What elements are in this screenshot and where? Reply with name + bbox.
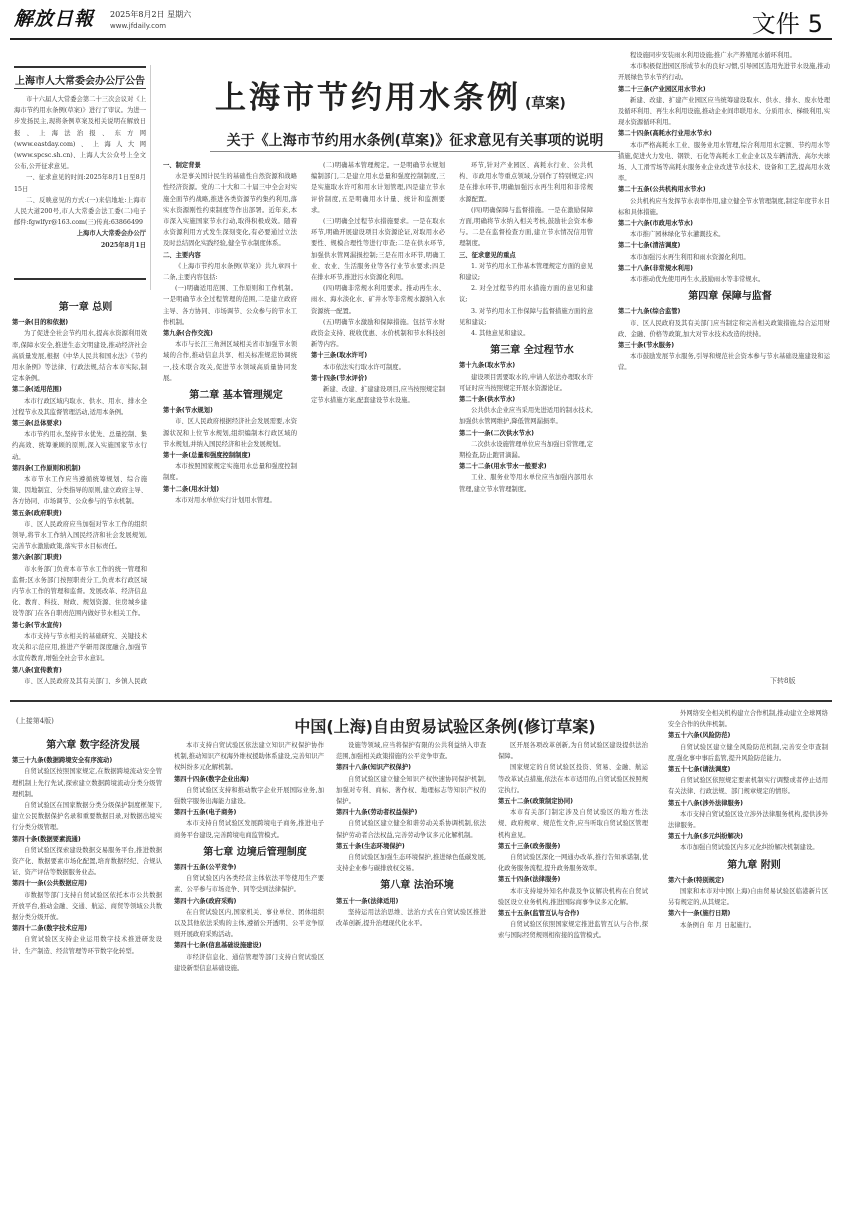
article-heading: 第二十四条(高耗水行业用水节水) (618, 130, 712, 138)
article-heading: 第六十一条(施行日期) (668, 910, 731, 918)
article-paragraph: 市经济信息化、通信管理等部门支持自贸试验区建设新型信息基础设施。 (174, 953, 324, 972)
article-paragraph: 市、区人民政府及其有关部门、乡镇人民政 (24, 677, 147, 685)
column-2 (163, 160, 297, 688)
column-1 (12, 296, 147, 688)
article-heading: 第十九条(取水节水) (459, 362, 516, 370)
article-heading: 第四十二条(数字技术应用) (12, 925, 88, 933)
pilot-column-1 (12, 734, 162, 1222)
article-paragraph: 3. 对节约用水工作保障与监督措施方面的意见和建议; (459, 307, 593, 326)
article-heading: 第二十条(供水节水) (459, 396, 516, 404)
explanation-title-rule (210, 151, 620, 152)
article-paragraph: 自贸试验区内各类经营主体依法平等使用生产要素、公平参与市场竞争、同等受到法律保护。 (174, 875, 324, 894)
article-paragraph: 市、区人民政府及其有关部门应当制定和完善相关政策措施,综合运用财政、金融、价格等政策,加大对节水技术改造的扶持。 (618, 319, 830, 338)
pilot-column-5 (668, 708, 828, 1222)
article-paragraph: 4. 其他意见和建议。 (471, 330, 530, 338)
column-3 (311, 160, 445, 688)
pilot-column-3 (336, 740, 486, 1222)
article-paragraph: 本市依法实行取水许可制度。 (323, 363, 405, 371)
notice-title-rule (14, 88, 146, 89)
article-heading: 第十一条(总量和强度控制制度) (163, 452, 251, 460)
article-heading: 第四十四条(数字企业出海) (174, 775, 250, 783)
notice-date: 2025年8月1日 (100, 241, 146, 249)
article-paragraph: 公共机构应当发挥节水表率作用,建立健全节水管理制度,制定年度节水目标和具体措施。 (618, 197, 830, 216)
pilot-regulation-title: 中国(上海)自由贸易试验区条例(修订草案) (294, 717, 596, 736)
article-paragraph: 本市鼓励发展节水服务,引导和规范社会资本参与节水基础设施建设和运营。 (618, 353, 830, 372)
article-paragraph: 新建、改建、扩建建设项目,应当按照规定制定节水措施方案,配套建设节水设施。 (311, 386, 445, 405)
article-paragraph: 本条例自 年 月 日起施行。 (680, 921, 756, 929)
article-heading: 第五十六条(风险防范) (668, 732, 731, 740)
article-paragraph: 本市加强自贸试验区内多元化纠纷解决机制建设。 (680, 844, 819, 852)
article-paragraph: 环节,针对产业园区、高耗水行业、公共机构、市政用水等重点领域,分别作了特别规定;四是在排水环节,明确加强污水再生利用和非常规水源配置。 (459, 162, 593, 203)
article-paragraph: 自贸试验区依照国家规定推进监管互认与合作,探索与国际经贸规则相衔接的监管模式。 (498, 921, 648, 940)
article-heading: 第二十一条(二次供水节水) (459, 429, 535, 437)
article-heading: 第三十条(节水服务) (618, 342, 675, 350)
article-paragraph: 建设项目需要取水的,申请人依法办理取水许可证时应当按照规定开展水资源论证。 (459, 373, 593, 392)
article-paragraph: (四)明确非常规水利用要求。推动再生水、雨水、海水淡化水、矿井水等非常规水源纳入水资源统一配置。 (311, 285, 445, 315)
article-heading: 第十二条(用水计划) (163, 485, 220, 493)
notice-top-rule (14, 66, 146, 68)
article-heading: 第四十条(数据要素流通) (12, 835, 81, 843)
article-paragraph: 1. 对节约用水工作基本管理规定方面的意见和建议; (459, 262, 593, 282)
article-heading: 第三十九条(数据跨境安全有序流动) (12, 757, 113, 765)
article-paragraph: 市水务部门负责本市节水工作的统一管理和监督;区水务部门按照职责分工,负责本行政区域内节水工作的管理和监督。发展改革、经济信息化、教育、科技、财政、规划资源、住房城乡建设等部门在各自职责范围内做好节水相关工作。 (12, 565, 147, 618)
notice-paragraph: 一、征求意见的时间:2025年8月1日至8月15日 (14, 174, 146, 193)
article-heading: 第六十条(特别规定) (668, 876, 725, 884)
article-paragraph: 本市支持境外知名仲裁及争议解决机构在自贸试验区设立业务机构,推进国际商事争议多元化解。 (498, 887, 648, 906)
article-paragraph: 水是事关国计民生的基础性自然资源和战略性经济资源。党的二十大和二十届三中全会对实施全面节约战略,推进各类资源节约集约利用,落实水资源刚性约束制度等作出部署。近年来,本市深入实施国家节水行动,取得积极成效。随着水资源利用方式发生深刻变化,有必要通过立法及时总结固化实践经验,健全节水制度体系。 (163, 173, 297, 248)
article-paragraph: 市、区人民政府应当加强对节水工作的组织领导,将节水工作纳入国民经济和社会发展规划,完善节水激励政策,落实节水目标责任。 (12, 520, 147, 551)
article-heading: 第二十六条(市政用水节水) (618, 220, 694, 228)
article-paragraph: 设施等领域,应当将保护有限的公共利益纳入审查范围,加强相关政策措施的公平竞争审查。 (336, 742, 486, 761)
chapter-heading: 第三章 全过程节水 (490, 345, 574, 357)
article-paragraph: 自贸试验区建立健全和谐劳动关系协调机制,依法保护劳动者合法权益,完善劳动争议多元化解机制。 (336, 820, 486, 839)
article-paragraph: 工业、服务业等用水单位应当加强内部用水管理,建立节水管理制度。 (459, 474, 593, 493)
article-heading: 第二十三条(产业园区用水节水) (618, 85, 706, 93)
article-paragraph: (一)明确适用范围、工作原则和工作机制。一是明确节水全过程管理的范围,二是建立政府主导、各方协同、市场调节、公众参与的节水工作机制。 (163, 285, 297, 326)
article-paragraph: (三)明确全过程节水措施要求。一是在取水环节,明确开展建设项目水资源论证,对取用水必要性、规模合理性等进行审查;二是在供水环节,加强供水管网漏损控制;三是在用水环节,明确工业、农业、生活服务业等各行业节水要求;四是在排水环节,推进污水资源化利用。 (311, 218, 445, 282)
column-4 (459, 160, 593, 688)
article-heading: 第五条(政府职责) (12, 509, 62, 517)
article-heading: 第六条(部门职责) (12, 554, 62, 562)
notice-signature: 上海市人大常委会办公厅 (76, 230, 146, 238)
article-heading: 第五十五条(监管互认与合作) (498, 910, 580, 918)
article-heading: 三、征求意见的重点 (459, 251, 516, 259)
article-paragraph: 自贸试验区支持企业运用数字技术推进研发设计、生产制造、经营管理等环节数字化转型。 (12, 936, 162, 955)
article-paragraph: 自贸试验区支持和推动数字企业开展国际业务,加强数字服务出海能力建设。 (174, 786, 324, 806)
section-name: 文件 (751, 10, 800, 38)
chapter-heading: 第六章 数字经济发展 (46, 740, 140, 751)
article-paragraph: 本市支持自贸试验区设立涉外法律服务机构,提供涉外法律服务。 (668, 810, 828, 830)
article-heading: 第四十九条(劳动者权益保护) (336, 809, 418, 817)
article-heading: 第一条(目的和依据) (12, 319, 69, 327)
article-paragraph: 本市与长江三角洲区域相关省市加强节水领域的合作,推动信息共享、相关标准规范协调统一,技术联合攻关,促进节水领域高质量协同发展。 (163, 341, 297, 382)
article-heading: 一、制定背景 (163, 162, 201, 169)
issue-date: 2025年8月2日 星期六 (110, 10, 192, 19)
article-paragraph: 区开展各项改革创新,为自贸试验区建设提供法治保障。 (498, 742, 648, 761)
notice-body (14, 94, 146, 274)
article-heading: 第二条(适用范围) (12, 386, 62, 394)
chapter-heading: 第八章 法治环境 (380, 880, 454, 892)
article-paragraph: 为了促进全社会节约用水,提高水资源利用效率,保障水安全,推进生态文明建设,推动经济社会高质量发展,根据《中华人民共和国水法》《节约用水条例》等法律、行政法规,结合本市实际,制定本条例。 (12, 330, 147, 383)
law-title-suffix: (草案) (525, 96, 566, 112)
article-paragraph: 在自贸试验区内,国家机关、事业单位、团体组织以及其他依法采购的主体,遵循公开透明、公平竞争原则开展政府采购活动。 (174, 908, 324, 939)
column-5 (618, 50, 830, 688)
continued-from-note: (上接第4版) (16, 717, 54, 725)
article-heading: 第五十七条(请法调度) (668, 766, 731, 774)
notice-bottom-rule (14, 278, 146, 280)
article-paragraph: 本市支持自贸试验区发展跨境电子商务,推进电子商务平台建设,完善跨境电商监管模式。 (174, 820, 324, 839)
article-paragraph: 本市推动优先使用再生水,鼓励雨水等非常规水。 (630, 276, 765, 284)
article-paragraph: (四)明确保障与监督措施。一是在激励保障方面,明确将节水纳入相关考核,鼓励社会资本参与。二是在监督检查方面,建立节水情况信用管理制度。 (459, 206, 593, 248)
article-heading: 第四十六条(政府采购) (174, 897, 237, 905)
article-paragraph: 自贸试验区探索建设数据交易服务平台,推进数据资产化、数据要素市场化配置,培育数据经纪、合规认证、资产评估等数据服务业态。 (12, 846, 162, 877)
article-heading: 第二十九条(综合监管) (618, 308, 681, 316)
article-paragraph: 本市按照国家规定实施用水总量和强度控制制度。 (163, 463, 297, 482)
article-paragraph: 本市节约用水,坚持节水优先、总量控制、集约高效、统筹兼顾的原则,深入实施国家节水行动。 (12, 431, 147, 461)
pilot-column-2 (174, 740, 324, 1222)
pilot-column-4 (498, 740, 648, 1222)
article-heading: 第四十五条(公平竞争) (174, 864, 237, 872)
article-paragraph: 自贸试验区按照国家规定,在数据跨境流动安全管理机制上先行先试,探索建立数据跨境流动分类分级管理机制。 (12, 768, 162, 798)
article-paragraph: 本市加强污水再生利用和雨水资源化利用。 (630, 253, 750, 261)
article-heading: 二、主要内容 (163, 251, 201, 259)
masthead (0, 0, 841, 40)
chapter-heading: 第一章 总则 (58, 302, 113, 313)
article-paragraph: 国家和本市对中国(上海)自由贸易试验区临港新片区另有规定的,从其规定。 (668, 888, 828, 907)
article-paragraph: 市数据等部门支持自贸试验区依托本市公共数据开放平台,推动金融、交通、航运、商贸等领域公共数据分类分级开放。 (12, 891, 162, 922)
article-paragraph: 2. 对全过程节约用水措施方面的意见和建议; (459, 285, 593, 304)
article-heading: 第五十条(生态环境保护) (336, 842, 405, 850)
article-heading: 第二十八条(非常规水利用) (618, 264, 694, 272)
article-paragraph: 本市节水工作应当遵循统筹规划、综合施策、因地制宜、分类指导的原则,建立政府主导、各方协同、市场调节、公众参与的节水机制。 (12, 476, 147, 506)
page-number: 5 (807, 10, 823, 38)
notice-title: 上海市人大常委会办公厅公告 (15, 76, 145, 87)
article-paragraph: 自贸试验区深化一网通办改革,推行告知承诺制,优化政务服务流程,提升政务服务效率。 (498, 854, 648, 873)
article-paragraph: (五)明确节水激励和保障措施。包括节水财政资金支持、税收优惠、水价机制和节水科技创新等内容。 (311, 318, 445, 349)
article-heading: 第二十七条(清洁调度) (618, 242, 681, 250)
article-paragraph: 本市支持自贸试验区依法建立知识产权保护协作机制,推动知识产权海外维权援助体系建设,完善知识产权纠纷多元化解机制。 (174, 742, 324, 772)
article-heading: 第八条(宣传教育) (12, 666, 62, 674)
article-heading: 第五十九条(多元纠纷解决) (668, 833, 744, 841)
article-paragraph: 国家规定的自贸试验区投资、贸易、金融、航运等改革试点措施,依法在本市适用的,自贸试验区按照规定执行。 (498, 764, 648, 794)
article-paragraph: (二)明确基本管理规定。一是明确节水规划编制部门,二是建立用水总量和强度控制制度,三是实施取水许可和用水计划管理,四是建立节水评价制度,五是明确用水计量、统计和监测要求。 (311, 162, 445, 214)
law-title-main: 上海市节约用水条例 (215, 80, 521, 116)
article-paragraph: 程设施同步安装雨水利用设施;推广水产养殖尾水循环利用。 (630, 52, 796, 59)
article-heading: 第五十八条(涉外法律服务) (668, 799, 744, 807)
article-paragraph: 自贸试验区在国家数据分类分级保护制度框架下,建立公民数据保护名录和重要数据目录,对数据出境实行分类分级管理。 (12, 802, 162, 832)
notice-paragraph: 市十六届人大常委会第二十三次会议对《上海市节约用水条例(草案)》进行了审议。为进一步发扬民主,现将条例草案及相关说明在解放日报、上海法治报、东方网(www.eastday.com)、上海人大网(www.spcsc.sh.cn)、上海人大公众号上全文公布,公开征求意见。 (14, 96, 146, 171)
article-paragraph: 市、区人民政府根据经济社会发展需要,水资源状况和上位节水规划,组织编制本行政区域的节水规划,并纳入国民经济和社会发展规划。 (163, 418, 297, 448)
article-paragraph: 坚持运用法治思维、法治方式在自贸试验区推进改革创新,提升治理现代化水平。 (336, 908, 486, 928)
law-title (215, 72, 615, 117)
article-paragraph: 自贸试验区建立健全知识产权快速协同保护机制,加强对专利、商标、著作权、地理标志等知识产权的保护。 (336, 775, 486, 806)
article-paragraph: 本市行政区域内取水、供水、用水、排水全过程节水及其监督管理活动,适用本条例。 (12, 397, 147, 416)
article-heading: 第十条(节水规划) (163, 407, 213, 415)
article-paragraph: 本市推广园林绿化节水灌溉技术。 (630, 231, 725, 239)
article-heading: 第五十四条(法律服务) (498, 876, 561, 884)
article-heading: 第四条(工作原则和机制) (12, 464, 81, 472)
section-divider (10, 700, 832, 702)
article-paragraph: 自贸试验区建立健全风险防范机制,完善安全审查制度,强化事中事后监管,提升风险防范能力。 (668, 743, 828, 762)
explanation-title: 关于《上海市节约用水条例(草案)》征求意见有关事项的说明 (226, 133, 604, 149)
article-paragraph: 自贸试验区加强生态环境保护,推进绿色低碳发展,支持企业参与碳排放权交易。 (336, 854, 486, 873)
article-paragraph: 二次供水设施管理单位应当加强日常管理,定期检查,防止跑冒滴漏。 (459, 440, 593, 460)
article-heading: 第五十二条(政策制定协同) (498, 798, 574, 806)
chapter-heading: 第四章 保障与监督 (688, 291, 772, 303)
article-paragraph: 新建、改建、扩建产业园区应当统筹建设取水、供水、排水、废水处理及循环利用、再生水利用设施,推动企业间串联用水、分质用水、梯级利用,实现水资源循环利用。 (618, 96, 830, 127)
article-heading: 第四十七条(信息基础设施建设) (174, 942, 262, 950)
continued-note: 下转8版 (770, 677, 796, 685)
article-heading: 第十三条(取水许可) (311, 352, 368, 360)
article-paragraph: 本市严格高耗水工业、服务业用水管理,综合利用用水定额、节约用水等措施,促进火力发电、钢铁、石化等高耗水工业企业以及车辆清洗、高尔夫球场、人工滑雪场等高耗水服务业企业改进节水技术、设备和工艺,提高用水效率。 (618, 141, 830, 183)
article-heading: 第七条(节水宣传) (12, 621, 62, 629)
notice-paragraph: 二、反映意见的方式:(一)来信地址:上海市人民大道200号,市人大常委会法工委(二)电子邮件:fgwlfyr@163.com(三)传真:63866499 (14, 196, 146, 227)
chapter-heading: 第九章 附则 (727, 859, 781, 871)
newspaper-logo: 解放日報 (14, 8, 95, 30)
article-paragraph: 外网络安全相关机构建立合作机制,推动建立全球网络安全合作的伙伴机制。 (668, 710, 828, 729)
article-heading: 第四十五条(电子商务) (174, 809, 237, 817)
article-heading: 第三条(总体要求) (12, 420, 62, 428)
chapter-heading: 第二章 基本管理规定 (189, 390, 283, 402)
article-heading: 第四十一条(公共数据应用) (12, 880, 88, 888)
section-label (752, 4, 823, 39)
article-heading: 第二十二条(用水节水一般要求) (459, 463, 547, 471)
article-heading: 第五十一条(法律适用) (336, 897, 399, 905)
masthead-divider (10, 38, 832, 40)
website-link[interactable]: www.jfdaily.com (110, 22, 167, 30)
article-heading: 第九条(合作交流) (163, 330, 213, 338)
article-heading: 第四十八条(知识产权保护) (336, 764, 412, 772)
article-heading: 第十四条(节水评价) (311, 374, 368, 382)
article-heading: 第二十五条(公共机构用水节水) (618, 186, 706, 194)
article-paragraph: 公共供水企业应当采用先进适用的制水技术,加强供水管网维护,降低管网漏损率。 (459, 407, 593, 426)
article-paragraph: 自贸试验区依照规定要素机制实行调整或者停止适用有关法律、行政法规、部门规章规定的情形。 (668, 777, 828, 796)
article-paragraph: 本市对用水单位实行计划用水管理。 (175, 496, 276, 504)
article-paragraph: 《上海市节约用水条例(草案)》共九章四十二条,主要内容包括: (163, 262, 297, 282)
article-heading: 第五十三条(政务服务) (498, 842, 561, 850)
article-paragraph: 本市有关部门制定涉及自贸试验区的地方性法规、政府规章、规范性文件,应当听取自贸试验区管理机构意见。 (498, 809, 648, 839)
article-paragraph: 本市积极促进园区形成节水的良好习惯,引导园区选用先进节水设施,推动开展绿色节水节约行动。 (618, 63, 830, 82)
chapter-heading: 第七章 边境后管理制度 (203, 846, 307, 858)
article-paragraph: 本市支持与节水相关的基础研究、关键技术攻关和示范应用,推进产学研用深度融合,加强节水宣传教育,增强全社会节水意识。 (12, 632, 147, 663)
